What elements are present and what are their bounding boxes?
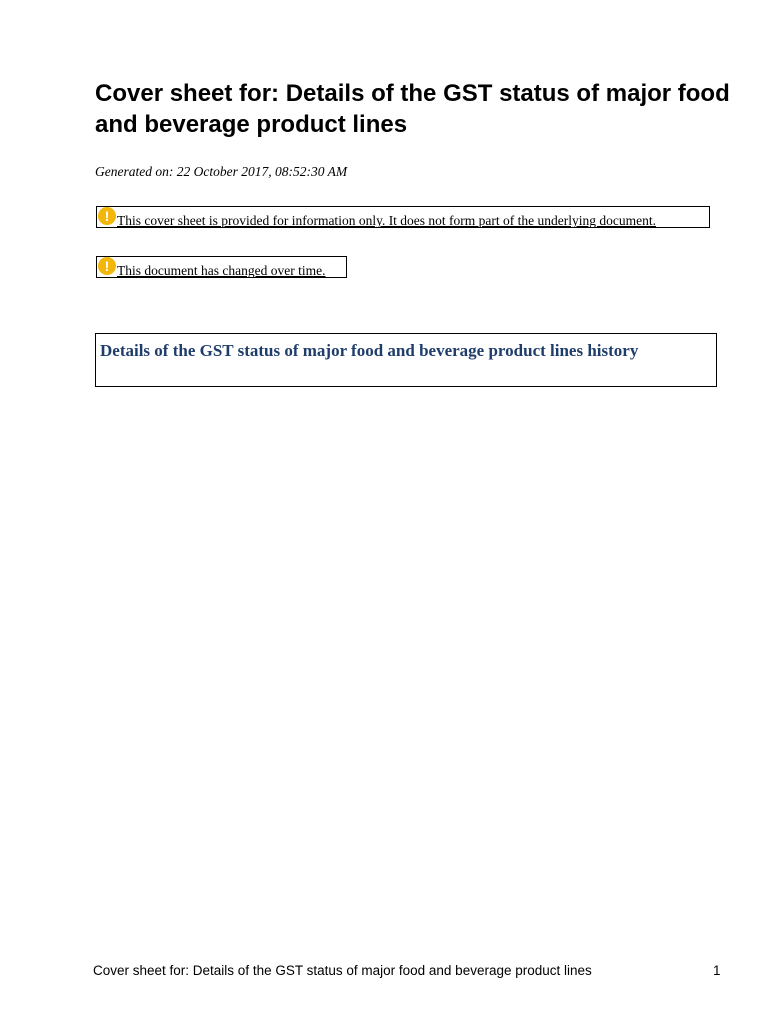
- history-heading: Details of the GST status of major food and beverage product lines history: [100, 341, 639, 360]
- page-title: Cover sheet for: Details of the GST status of major food and beverage product lines: [95, 80, 730, 138]
- page-number: 1: [713, 963, 721, 978]
- changed-notice: [96, 256, 347, 278]
- warning-icon: !: [98, 257, 116, 275]
- history-section: [95, 333, 717, 387]
- generated-timestamp: Generated on: 22 October 2017, 08:52:30 AM: [95, 164, 348, 179]
- changed-notice-text: This document has changed over time.: [117, 263, 326, 278]
- warning-icon: !: [98, 207, 116, 225]
- info-notice: [96, 206, 710, 228]
- footer-title: Cover sheet for: Details of the GST status of major food and beverage product lines: [93, 963, 592, 978]
- info-notice-text: This cover sheet is provided for information only. It does not form part of the underlying document.: [117, 213, 656, 228]
